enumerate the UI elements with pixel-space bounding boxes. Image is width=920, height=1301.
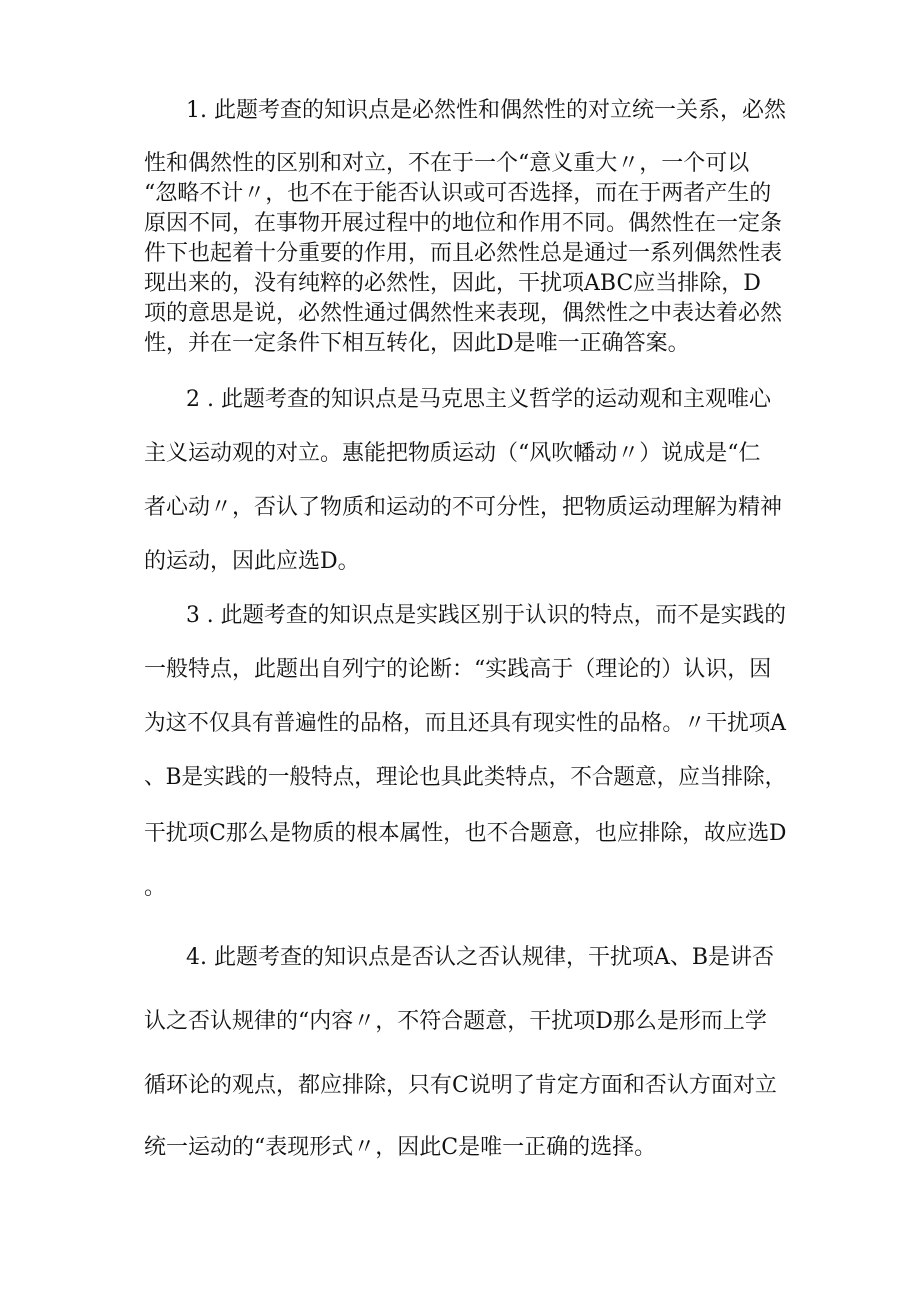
paragraph-line: 为这不仅具有普遍性的品格，而且还具有现实性的品格。〃干扰项A: [144, 711, 786, 736]
paragraph-line: 1. 此题考查的知识点是必然性和偶然性的对立统一关系，必然: [186, 98, 786, 123]
paragraph-line: 干扰项C那么是物质的根本属性，也不合题意，也应排除，故应选D: [144, 821, 787, 846]
paragraph-line: 3 . 此题考查的知识点是实践区别于认识的特点，而不是实践的: [186, 603, 787, 628]
paragraph-line: 性和偶然性的区别和对立，不在于一个“意义重大〃，一个可以: [144, 151, 750, 176]
paragraph-line: 认之否认规律的“内容〃，不符合题意，干扰项D那么是形而上学: [144, 1009, 767, 1034]
paragraph-line: 一般特点，此题出自列宁的论断：“实践高于（理论的）认识，因: [144, 657, 772, 682]
paragraph-line: 项的意思是说，必然性通过偶然性来表现，偶然性之中表达着必然: [144, 301, 783, 326]
paragraph-line: 4. 此题考查的知识点是否认之否认规律，干扰项A、B是讲否: [186, 945, 775, 970]
paragraph-line: 现出来的，没有纯粹的必然性，因此，干扰项ABC应当排除，D: [144, 271, 761, 296]
paragraph-line: 性，并在一定条件下相互转化，因此D是唯一正确答案。: [144, 331, 690, 356]
paragraph-line: 统一运动的“表现形式〃，因此C是唯一正确的选择。: [144, 1135, 657, 1160]
paragraph-line: 、B是实践的一般特点，理论也具此类特点，不合题意，应当排除，: [144, 765, 787, 790]
paragraph-line: 2 . 此题考查的知识点是马克思主义哲学的运动观和主观唯心: [186, 387, 771, 412]
paragraph-line: “忽略不计〃，也不在于能否认识或可否选择，而在于两者产生的: [144, 181, 772, 206]
paragraph-line: 。: [144, 875, 167, 900]
paragraph-line: 的运动，因此应选D。: [144, 549, 360, 574]
paragraph-line: 者心动〃，否认了物质和运动的不可分性，把物质运动理解为精神: [144, 495, 783, 520]
paragraph-line: 原因不同，在事物开展过程中的地位和作用不同。偶然性在一定条: [144, 211, 783, 236]
paragraph-line: 件下也起着十分重要的作用，而且必然性总是通过一系列偶然性表: [144, 241, 783, 266]
paragraph-line: 循环论的观点，都应排除，只有C说明了肯定方面和否认方面对立: [144, 1073, 777, 1098]
paragraph-line: 主义运动观的对立。惠能把物质运动（“风吹幡动〃）说成是“仁: [144, 441, 761, 466]
